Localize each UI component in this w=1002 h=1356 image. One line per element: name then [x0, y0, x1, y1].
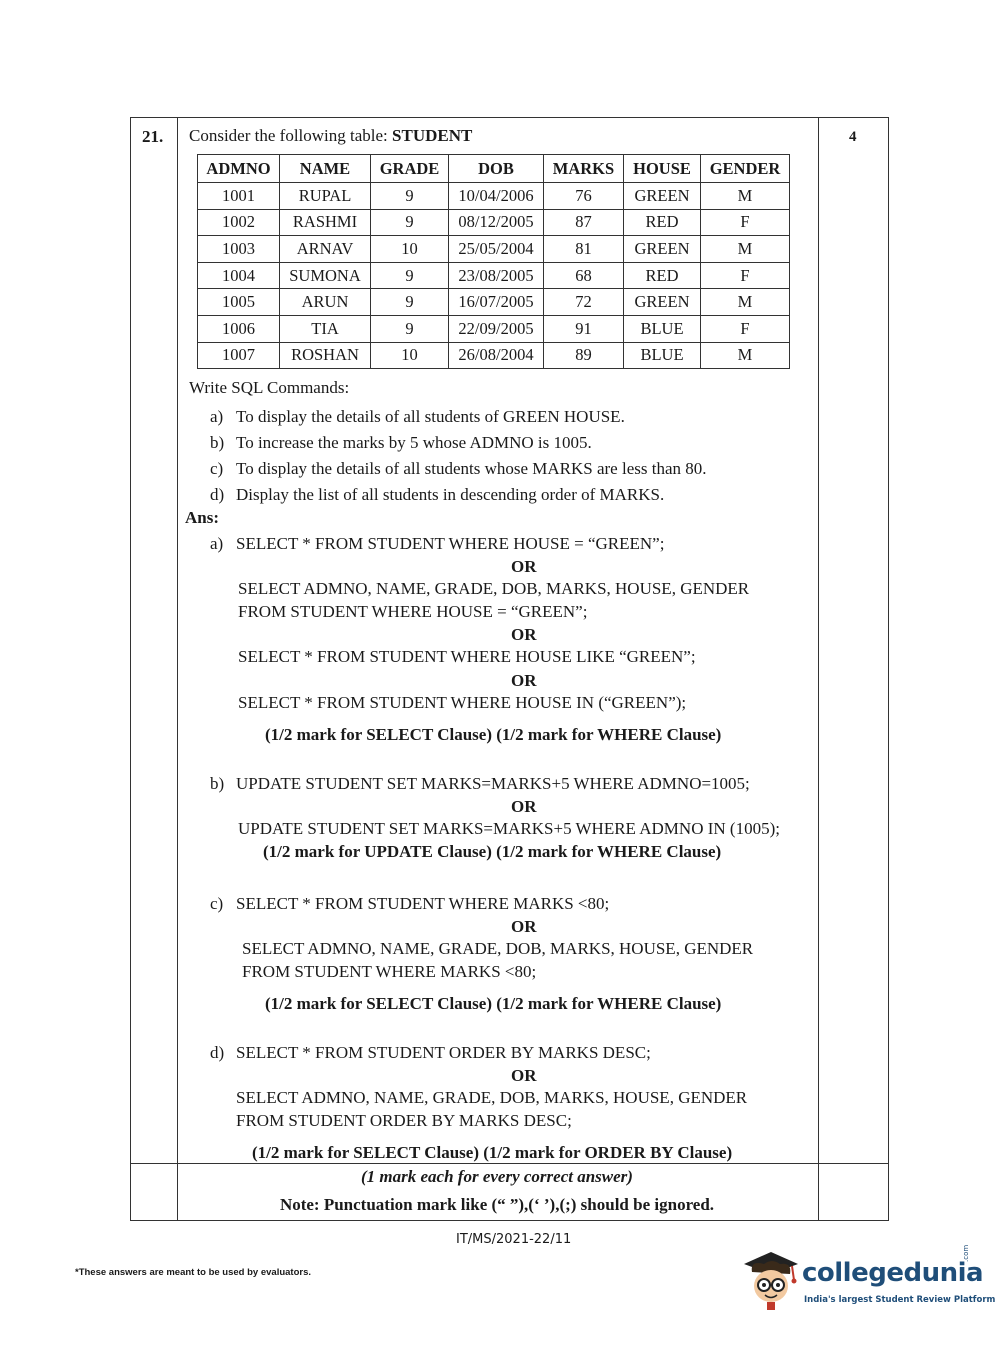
instruction: Write SQL Commands: — [189, 378, 350, 397]
answer-d-line1: SELECT * FROM STUDENT ORDER BY MARKS DESC; — [236, 1043, 651, 1062]
cell-admno: 1007 — [198, 342, 280, 369]
table-header-row — [198, 155, 790, 183]
table-row — [198, 315, 790, 342]
cell-gender: F — [701, 315, 790, 342]
prompt-text: Consider the following table: — [189, 126, 388, 145]
table-row — [198, 236, 790, 263]
answer-c-marking: (1/2 mark for SELECT Clause) (1/2 mark for WHERE Clause) — [265, 994, 722, 1013]
part-d-text: Display the list of all students in descending order of MARKS. — [236, 485, 665, 504]
cell-admno: 1002 — [198, 209, 280, 236]
cell-dob: 26/08/2004 — [449, 342, 544, 369]
part-d-label: d) — [210, 485, 225, 504]
answer-d-marking: (1/2 mark for SELECT Clause) (1/2 mark for ORDER BY Clause) — [252, 1143, 733, 1162]
or-separator: OR — [511, 797, 537, 816]
header-dob: DOB — [449, 155, 544, 183]
cell-name: ROSHAN — [280, 342, 371, 369]
logo-tagline: India's largest Student Review Platform — [804, 1295, 996, 1305]
table-row — [198, 342, 790, 369]
answer-c-line2: SELECT ADMNO, NAME, GRADE, DOB, MARKS, HOUSE, GENDER — [242, 939, 754, 958]
table-row — [198, 262, 790, 289]
header-grade: GRADE — [371, 155, 449, 183]
cell-house: GREEN — [624, 183, 701, 210]
answer-a-line1: SELECT * FROM STUDENT WHERE HOUSE = “GREEN”; — [236, 534, 665, 553]
cell-grade: 9 — [371, 289, 449, 316]
answer-b-label: b) — [210, 774, 225, 793]
cell-dob: 22/09/2005 — [449, 315, 544, 342]
part-c-text: To display the details of all students whose MARKS are less than 80. — [236, 459, 707, 478]
cell-grade: 9 — [371, 315, 449, 342]
page-code: IT/MS/2021-22/11 — [456, 1232, 572, 1247]
question-number: 21. — [142, 127, 164, 146]
cell-gender: M — [701, 289, 790, 316]
part-a-text: To display the details of all students of GREEN HOUSE. — [236, 407, 625, 426]
table-name: STUDENT — [392, 126, 473, 145]
cell-house: BLUE — [624, 315, 701, 342]
answer-c-line1: SELECT * FROM STUDENT WHERE MARKS <80; — [236, 894, 610, 913]
collegedunia-logo — [742, 1244, 996, 1315]
answer-a-line3: FROM STUDENT WHERE HOUSE = “GREEN”; — [238, 602, 588, 621]
table-row — [198, 289, 790, 316]
cell-dob: 10/04/2006 — [449, 183, 544, 210]
cell-grade: 10 — [371, 236, 449, 263]
question-marks: 4 — [849, 129, 857, 145]
or-separator: OR — [511, 671, 537, 690]
part-a-label: a) — [210, 407, 224, 426]
logo-domain: .com — [962, 1244, 970, 1262]
cell-marks: 68 — [544, 262, 624, 289]
cell-gender: M — [701, 342, 790, 369]
cell-marks: 89 — [544, 342, 624, 369]
cell-name: ARUN — [280, 289, 371, 316]
or-separator: OR — [511, 625, 537, 644]
answer-a-line5: SELECT * FROM STUDENT WHERE HOUSE IN (“GREEN”); — [238, 693, 687, 712]
evaluator-note: *These answers are meant to be used by evaluators. — [75, 1267, 312, 1278]
cell-marks: 76 — [544, 183, 624, 210]
cell-dob: 25/05/2004 — [449, 236, 544, 263]
cell-house: RED — [624, 209, 701, 236]
cell-marks: 72 — [544, 289, 624, 316]
logo-brand — [802, 1258, 983, 1288]
answer-b-line2: UPDATE STUDENT SET MARKS=MARKS+5 WHERE ADMNO IN (1005); — [238, 819, 780, 838]
answer-c-label: c) — [210, 894, 224, 913]
cell-house: GREEN — [624, 289, 701, 316]
cell-name: TIA — [280, 315, 371, 342]
cell-house: BLUE — [624, 342, 701, 369]
cell-name: RASHMI — [280, 209, 371, 236]
cell-admno: 1004 — [198, 262, 280, 289]
cell-gender: F — [701, 262, 790, 289]
cell-dob: 08/12/2005 — [449, 209, 544, 236]
answer-b-marking: (1/2 mark for UPDATE Clause) (1/2 mark for WHERE Clause) — [263, 842, 722, 861]
cell-gender: F — [701, 209, 790, 236]
or-separator: OR — [511, 557, 537, 576]
answer-b-line1: UPDATE STUDENT SET MARKS=MARKS+5 WHERE ADMNO=1005; — [236, 774, 750, 793]
cell-gender: M — [701, 183, 790, 210]
logo-brand-name: collegedunia — [802, 1258, 984, 1288]
cell-dob: 16/07/2005 — [449, 289, 544, 316]
answer-d-line3: FROM STUDENT ORDER BY MARKS DESC; — [236, 1111, 572, 1130]
cell-marks: 81 — [544, 236, 624, 263]
column-divider-left — [177, 118, 178, 1220]
cell-admno: 1005 — [198, 289, 280, 316]
answer-d-line2: SELECT ADMNO, NAME, GRADE, DOB, MARKS, HOUSE, GENDER — [236, 1088, 748, 1107]
cell-name: RUPAL — [280, 183, 371, 210]
answer-a-marking: (1/2 mark for SELECT Clause) (1/2 mark for WHERE Clause) — [265, 725, 722, 744]
or-separator: OR — [511, 917, 537, 936]
header-name: NAME — [280, 155, 371, 183]
answer-d-label: d) — [210, 1043, 225, 1062]
cell-grade: 9 — [371, 209, 449, 236]
header-house: HOUSE — [624, 155, 701, 183]
table-row — [198, 209, 790, 236]
cell-grade: 9 — [371, 183, 449, 210]
answer-c-line3: FROM STUDENT WHERE MARKS <80; — [242, 962, 537, 981]
cell-admno: 1006 — [198, 315, 280, 342]
header-admno: ADMNO — [198, 155, 280, 183]
header-marks: MARKS — [544, 155, 624, 183]
part-b-label: b) — [210, 433, 225, 452]
general-marking: (1 mark each for every correct answer) — [361, 1167, 633, 1186]
cell-name: SUMONA — [280, 262, 371, 289]
cell-marks: 87 — [544, 209, 624, 236]
answer-a-line4: SELECT * FROM STUDENT WHERE HOUSE LIKE “GREEN”; — [238, 647, 696, 666]
column-divider-right — [818, 118, 819, 1220]
or-separator: OR — [511, 1066, 537, 1085]
answer-heading: Ans: — [185, 508, 220, 527]
cell-house: RED — [624, 262, 701, 289]
cell-grade: 9 — [371, 262, 449, 289]
punctuation-note: Note: Punctuation mark like (“ ”),(‘ ’),(;) should be ignored. — [279, 1195, 715, 1214]
cell-admno: 1003 — [198, 236, 280, 263]
table-row — [198, 183, 790, 210]
question-prompt — [189, 126, 472, 146]
student-table — [197, 154, 790, 369]
part-b-text: To increase the marks by 5 whose ADMNO is 1005. — [236, 433, 592, 452]
cell-grade: 10 — [371, 342, 449, 369]
answer-a-line2: SELECT ADMNO, NAME, GRADE, DOB, MARKS, HOUSE, GENDER — [238, 579, 750, 598]
cell-dob: 23/08/2005 — [449, 262, 544, 289]
cell-marks: 91 — [544, 315, 624, 342]
header-gender: GENDER — [701, 155, 790, 183]
cell-name: ARNAV — [280, 236, 371, 263]
answer-a-label: a) — [210, 534, 224, 553]
cell-gender: M — [701, 236, 790, 263]
part-c-label: c) — [210, 459, 224, 478]
row-divider — [131, 1163, 888, 1164]
mascot-icon — [742, 1250, 800, 1312]
cell-house: GREEN — [624, 236, 701, 263]
cell-admno: 1001 — [198, 183, 280, 210]
